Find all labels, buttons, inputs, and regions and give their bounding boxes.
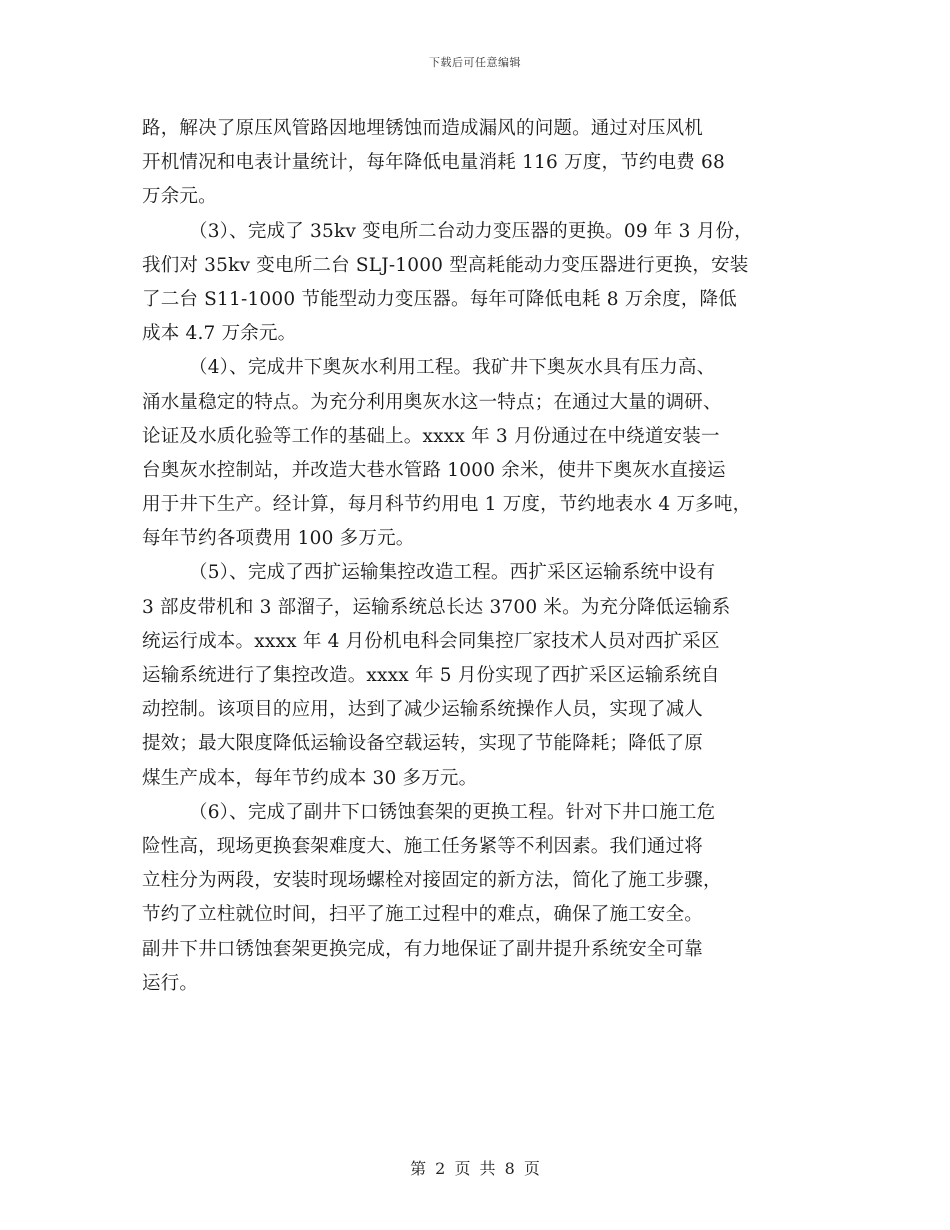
text-line: 统运行成本。xxxx 年 4 月份机电科会同集控厂家技术人员对西扩采区	[142, 630, 720, 652]
text-line: 副井下井口锈蚀套架更换完成，有力地保证了副井提升系统安全可靠	[142, 938, 704, 960]
text-line: 运输系统进行了集控改造。xxxx 年 5 月份实现了西扩采区运输系统自	[142, 665, 720, 686]
paragraph-start-line: （3）、完成了 35kv 变电所二台动力变压器的更换。09 年 3 月份，	[189, 220, 753, 242]
text-line: 险性高，现场更换套架难度大、施工任务紧等不利因素。我们通过将	[142, 835, 704, 857]
text-line: 成本 4.7 万余元。	[142, 323, 297, 345]
text-line: 了二台 S11-1000 节能型动力变压器。每年可降低电耗 8 万余度，降低	[142, 288, 737, 310]
paragraph-start-line: （5）、完成了西扩运输集控改造工程。西扩采区运输系统中设有	[189, 562, 716, 584]
text-line: 煤生产成本，每年节约成本 30 多万元。	[142, 767, 478, 789]
text-line: 路，解决了原压风管路因地埋锈蚀而造成漏风的问题。通过对压风机	[142, 118, 704, 139]
text-line: 我们对 35kv 变电所二台 SLJ-1000 型高耗能动力变压器进行更换，安装	[142, 254, 749, 276]
text-line: 台奥灰水控制站，并改造大巷水管路 1000 余米，使井下奥灰水直接运	[142, 459, 726, 481]
text-line: 用于井下生产。经计算，每月科节约用电 1 万度，节约地表水 4 万多吨，	[142, 494, 752, 516]
page-number-footer: 第 2 页 共 8 页	[410, 1159, 540, 1178]
text-line: 运行。	[142, 972, 199, 994]
text-line: 论证及水质化验等工作的基础上。xxxx 年 3 月份通过在中绕道安装一	[142, 425, 720, 447]
page-header: 下载后可任意编辑	[429, 56, 521, 69]
text-line: 涌水量稳定的特点。为充分利用奥灰水这一特点；在通过大量的调研、	[142, 391, 722, 413]
text-line: 开机情况和电表计量统计，每年降低电量消耗 116 万度，节约电费 68	[142, 152, 725, 174]
text-line: 3 部皮带机和 3 部溜子，运输系统总长达 3700 米。为充分降低运输系	[142, 596, 731, 618]
text-line: 万余元。	[142, 186, 217, 208]
text-line: 立柱分为两段，安装时现场螺栓对接固定的新方法，简化了施工步骤，	[142, 870, 722, 892]
paragraph-start-line: （6）、完成了副井下口锈蚀套架的更换工程。针对下井口施工危	[189, 801, 716, 823]
document-body	[142, 112, 832, 1001]
text-line: 动控制。该项目的应用，达到了减少运输系统操作人员，实现了减人	[142, 699, 704, 721]
text-line: 节约了立柱就位时间，扫平了施工过程中的难点，确保了施工安全。	[142, 904, 704, 926]
text-line: 每年节约各项费用 100 多万元。	[142, 528, 415, 550]
text-line: 提效；最大限度降低运输设备空载运转，实现了节能降耗；降低了原	[142, 733, 704, 755]
paragraph-start-line: （4）、完成井下奥灰水利用工程。我矿井下奥灰水具有压力高、	[189, 357, 716, 379]
